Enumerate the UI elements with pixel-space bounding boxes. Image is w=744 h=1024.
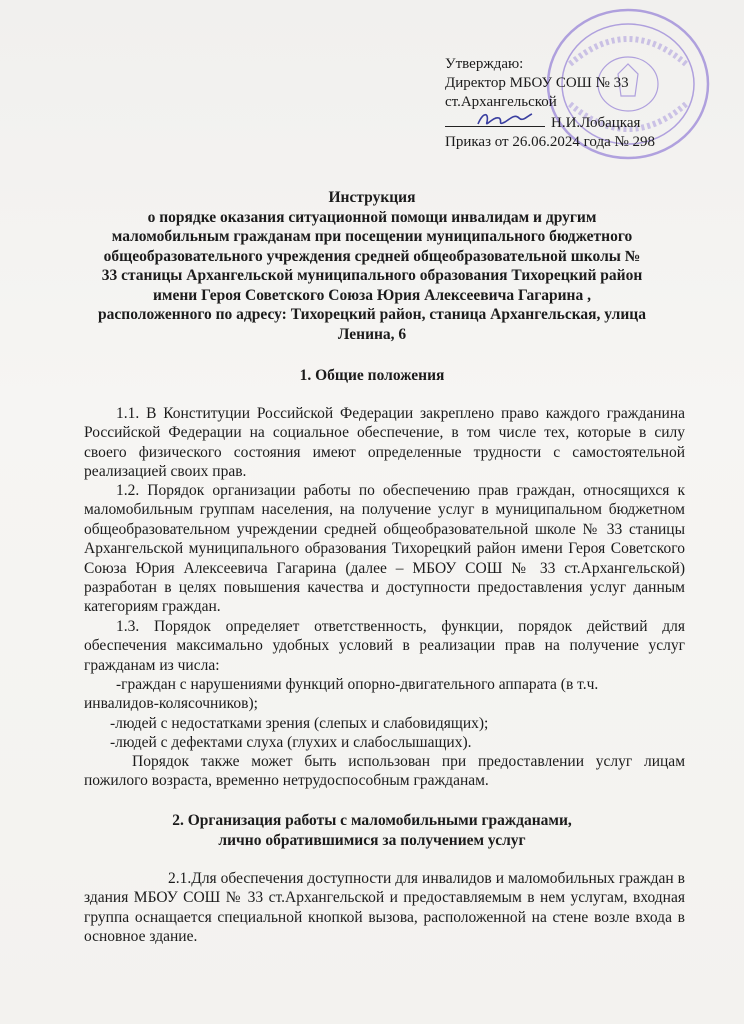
section-2-heading-line: лично обратившимися за получением услуг: [218, 831, 526, 849]
document-title: [48, 188, 696, 344]
list-item-mobility-cont: инвалидов-колясочников);: [84, 695, 258, 712]
title-line: расположенного по адресу: Тихорецкий район, станица Архангельская, улица: [98, 306, 646, 323]
approval-block: [445, 55, 735, 152]
school-location: ст.Архангельской: [445, 94, 557, 110]
list-item-hearing: -людей с дефектами слуха (глухих и слабослышащих).: [110, 734, 472, 751]
paragraph-2-1: 2.1.Для обеспечения доступности для инвалидов и маломобильных граждан в здания МБОУ СОШ № 33 ст.Архангельской и предоставляемым в нем услугам, входная группа оснащается специальной кнопкой вызова, расположенной на стене возле входа в основное здание.: [84, 870, 685, 946]
title-line: Ленина, 6: [337, 325, 407, 343]
director-name: Н.И.Лобацкая: [551, 115, 641, 131]
list-item-mobility: -граждан с нарушениями функций опорно-двигательного аппарата (в т.ч.: [116, 676, 599, 693]
section-1-heading: 1. Общие положения: [299, 367, 445, 384]
paragraph-1-2: 1.2. Порядок организации работы по обеспечению прав граждан, относящихся к маломобильным группам населения, на получение услуг в муниципальном бюджетном общеобразовательном учреждении средней общеобразовательной школе № 33 станицы Архангельской муниципального образования Тихорецкий район имени Героя Советского Союза Юрия Алексеевича Гагарина (далее – МБОУ СОШ № 33 ст.Архангельской) разработан в целях повышения качества и доступности предоставления услуг данным категориям граждан.: [84, 482, 685, 616]
paragraph-1-1: 1.1. В Конституции Российской Федерации закреплено право каждого гражданина Российской Федерации на социальное обеспечение, в том числе тех, которые в силу своего физического состояния имеют определенные трудности с самостоятельной реализацией своих прав.: [84, 405, 685, 481]
list-item-vision: -людей с недостатками зрения (слепых и слабовидящих);: [110, 715, 489, 732]
paragraph-1-4: Порядок также может быть использован при предоставлении услуг лицам пожилого возраста, временно нетрудоспособным гражданам.: [84, 753, 685, 790]
title-line: маломобильным гражданам при посещении муниципального бюджетного: [111, 228, 633, 245]
director-title: Директор МБОУ СОШ № 33: [445, 75, 629, 91]
section-2-heading-line: 2. Организация работы с маломобильными гражданами,: [172, 812, 572, 829]
title-line: общеобразовательного учреждения средней общеобразовательной школы №: [103, 247, 641, 265]
section-2-heading: [48, 811, 696, 850]
title-line: Инструкция: [328, 189, 416, 206]
title-line: о порядке оказания ситуационной помощи инвалидам и другим: [147, 208, 597, 226]
order-reference: Приказ от 26.06.2024 года № 298: [445, 134, 656, 150]
paragraph-1-3: 1.3. Порядок определяет ответственность, функции, порядок действий для обеспечения максимально удобных условий в реализации прав на получение услуг гражданам из числа:: [84, 618, 685, 674]
approval-label: Утверждаю:: [445, 56, 524, 72]
handwritten-signature-icon: [475, 108, 535, 130]
title-line: имени Героя Советского Союза Юрия Алексеевича Гагарина ,: [153, 286, 591, 304]
title-line: 33 станицы Архангельской муниципального образования Тихорецкий район: [101, 267, 643, 284]
